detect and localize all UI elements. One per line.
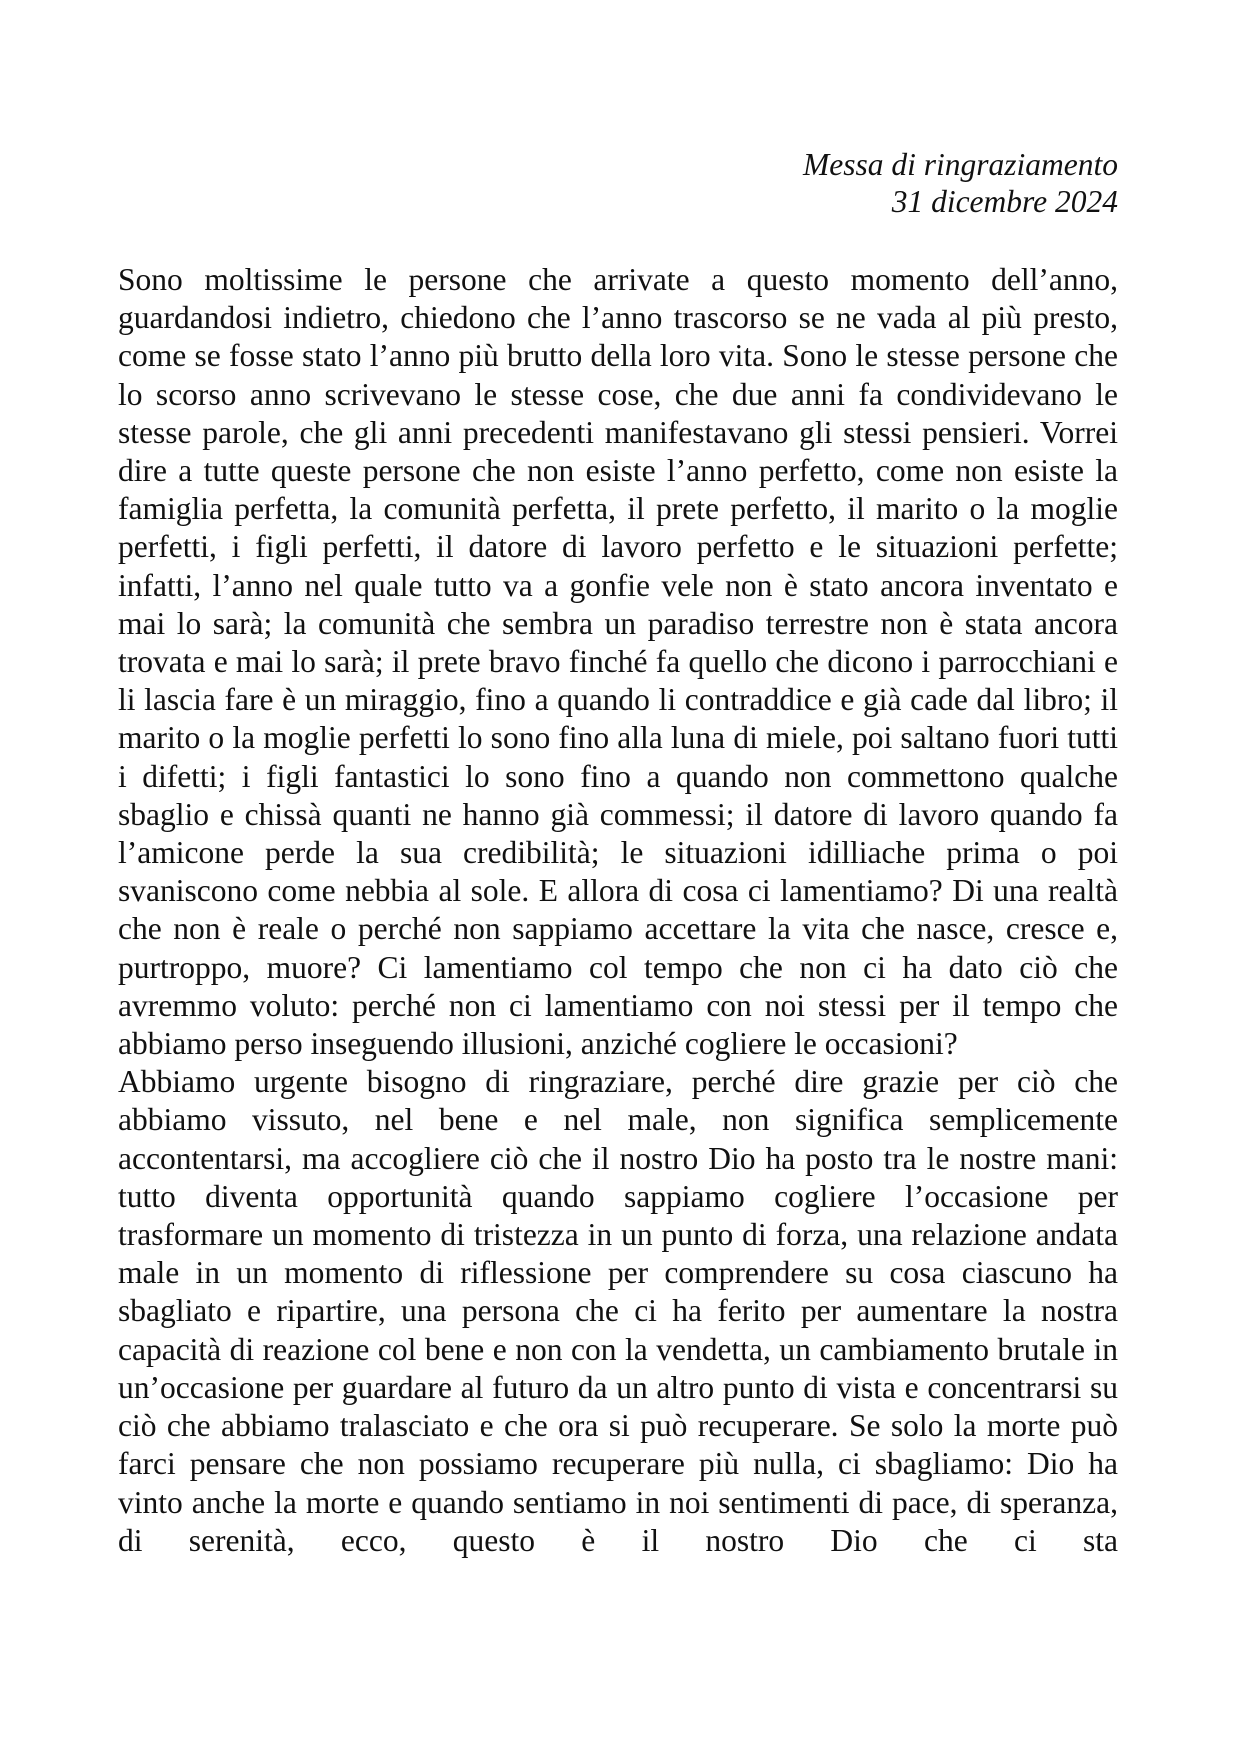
header-date: 31 dicembre 2024 — [891, 184, 1118, 219]
body-paragraph: Sono moltissime le persone che arrivate a questo momento dell’anno, guardandosi indietro, chiedono che l’anno trascorso se ne vada al più presto, come se fosse stato l’anno più brutto della loro vita. Sono le stesse persone che lo scorso anno scrivevano le stesse cose, che due anni fa condividevano le stesse parole, che gli anni precedenti manifestavano gli stessi pensieri. Vorrei dire a tutte queste persone che non esiste l’anno perfetto, come non esiste la famiglia perfetta, la comunità perfetta, il prete perfetto, il marito o la moglie perfetti, i figli perfetti, il datore di lavoro perfetto e le situazioni perfette; infatti, l’anno nel quale tutto va a gonfie vele non è stato ancora inventato e mai lo sarà; la comunità che sembra un paradiso terrestre non è stata ancora trovata e mai lo sarà; il prete bravo finché fa quello che dicono i parrocchiani e li lascia fare è un miraggio, fino a quando li contraddice e già cade dal libro; il marito o la moglie perfetti lo sono fino alla luna di miele, poi saltano fuori tutti i difetti; i figli fantastici lo sono fino a quando non commettono qualche sbaglio e chissà quanti ne hanno già commessi; il datore di lavoro quando fa l’amicone perde la sua credibilità; le situazioni idilliache prima o poi svaniscono come nebbia al sole. E allora di cosa ci lamentiamo? Di una realtà che non è reale o perché non sappiamo accettare la vita che nasce, cresce e, purtroppo, muore? Ci lamentiamo col tempo che non ci ha dato ciò che avremmo voluto: perché non ci lamentiamo con noi stessi per il tempo che abbiamo perso inseguendo illusioni, anziché cogliere le occasioni? — [118, 262, 1118, 1062]
document-body — [118, 261, 1118, 1560]
header-title: Messa di ringraziamento — [803, 147, 1118, 182]
document-header — [600, 146, 1118, 220]
body-paragraph: Abbiamo urgente bisogno di ringraziare, perché dire grazie per ciò che abbiamo vissuto, nel bene e nel male, non significa semplicemente accontentarsi, ma accogliere ciò che il nostro Dio ha posto tra le nostre mani: tutto diventa opportunità quando sappiamo cogliere l’occasione per trasformare un momento di tristezza in un punto di forza, una relazione andata male in un momento di riflessione per comprendere su cosa ciascuno ha sbagliato e ripartire, una persona che ci ha ferito per aumentare la nostra capacità di reazione col bene e non con la vendetta, un cambiamento brutale in un’occasione per guardare al futuro da un altro punto di vista e concentrarsi su ciò che abbiamo tralasciato e che ora si può recuperare. Se solo la morte può farci pensare che non possiamo recuperare più nulla, ci sbagliamo: Dio ha vinto anche la morte e quando sentiamo in noi sentimenti di pace, di speranza, di serenità, ecco, questo è il nostro Dio che ci sta — [118, 1064, 1118, 1558]
